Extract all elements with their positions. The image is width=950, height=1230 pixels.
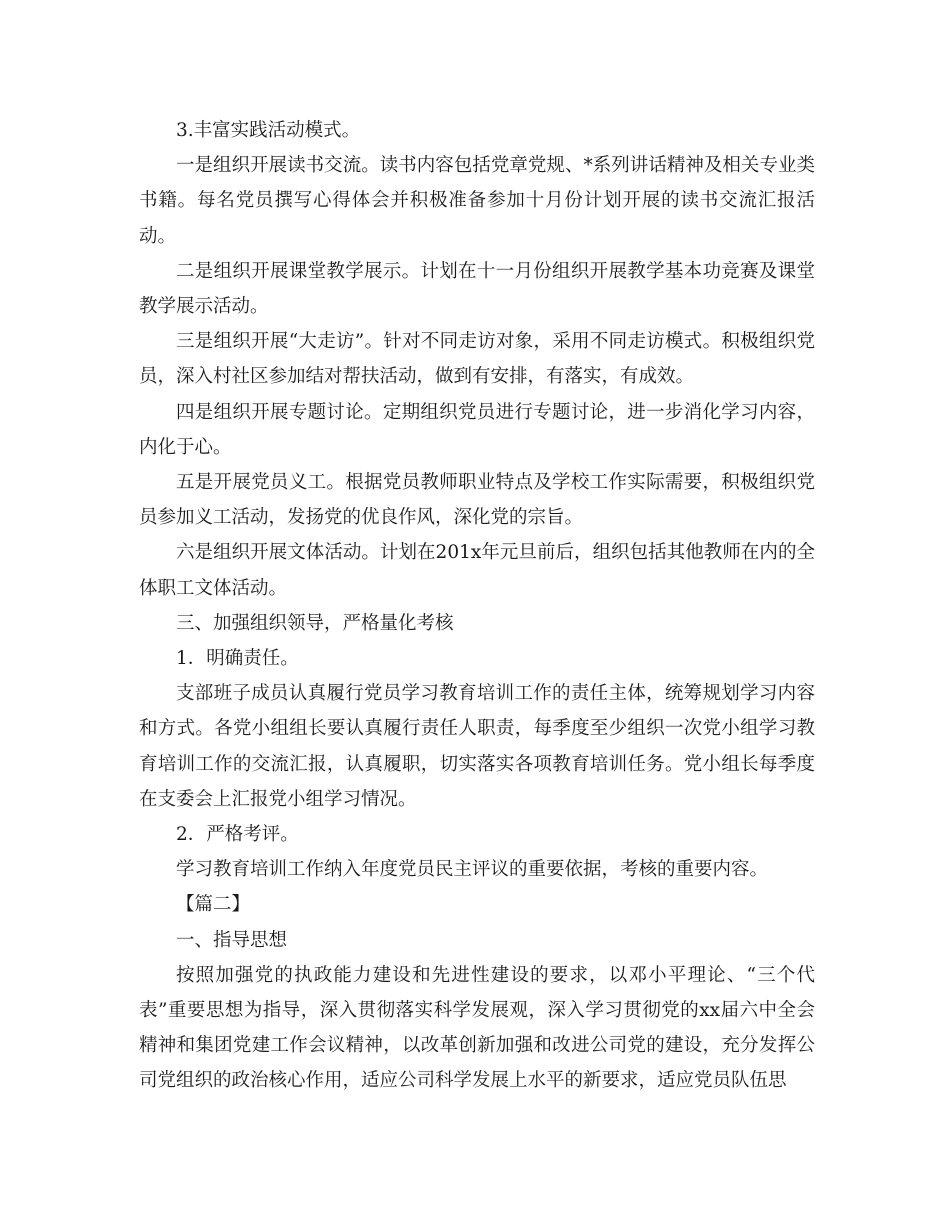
part-two-heading: 【篇二】 <box>176 894 251 916</box>
paragraph-cultural-activities: 六是组织开展文体活动。计划在201x年元旦前后，组织包括其他教师在内的全体职工文体活动。 <box>139 542 815 599</box>
paragraph-practice-heading: 3.丰富实践活动模式。 <box>176 120 361 141</box>
section-heading-guiding-thought: 一、指导思想 <box>176 929 288 951</box>
subheading-evaluation: 2．严格考评。 <box>176 824 299 846</box>
paragraph-classroom-teaching: 二是组织开展课堂教学展示。计划在十一月份组织开展教学基本功竞赛及课堂教学展示活动。 <box>139 260 815 318</box>
paragraph-guiding-thought: 按照加强党的执政能力建设和先进性建设的要求，以邓小平理论、“三个代表”重要思想为指导，深入贯彻落实科学发展观，深入学习贯彻党的xx届六中全会精神和集团党建工作会议精神，以改革创新加强和改进公司党的建设，充分发挥公司党组织的政治核心作用，适应公司科学发展上水平的新要求，适应党员队伍思 <box>139 964 815 1092</box>
section-heading-organization: 三、加强组织领导，严格量化考核 <box>176 612 454 634</box>
paragraph-volunteer-work: 五是开展党员义工。根据党员教师职业特点及学校工作实际需要，积极组织党员参加义工活动，发扬党的优良作风，深化党的宗旨。 <box>139 472 815 529</box>
paragraph-responsibility: 支部班子成员认真履行党员学习教育培训工作的责任主体，统筹规划学习内容和方式。各党小组组长要认真履行责任人职责，每季度至少组织一次党小组学习教育培训工作的交流汇报，认真履职，切实落实各项教育培训任务。党小组长每季度在支委会上汇报党小组学习情况。 <box>139 683 815 810</box>
document-body <box>139 113 815 1099</box>
subheading-responsibility: 1．明确责任。 <box>176 648 299 670</box>
paragraph-reading-exchange: 一是组织开展读书交流。读书内容包括党章党规、*系列讲话精神及相关专业类书籍。每名党员撰写心得体会并积极准备参加十月份计划开展的读书交流汇报活动。 <box>139 155 815 247</box>
paragraph-big-visit: 三是组织开展“大走访”。针对不同走访对象，采用不同走访模式。积极组织党员，深入村社区参加结对帮扶活动，做到有安排，有落实，有成效。 <box>139 331 815 388</box>
paragraph-evaluation: 学习教育培训工作纳入年度党员民主评议的重要依据，考核的重要内容。 <box>176 859 769 881</box>
paragraph-topic-discussion: 四是组织开展专题讨论。定期组织党员进行专题讨论，进一步消化学习内容，内化于心。 <box>139 401 815 458</box>
